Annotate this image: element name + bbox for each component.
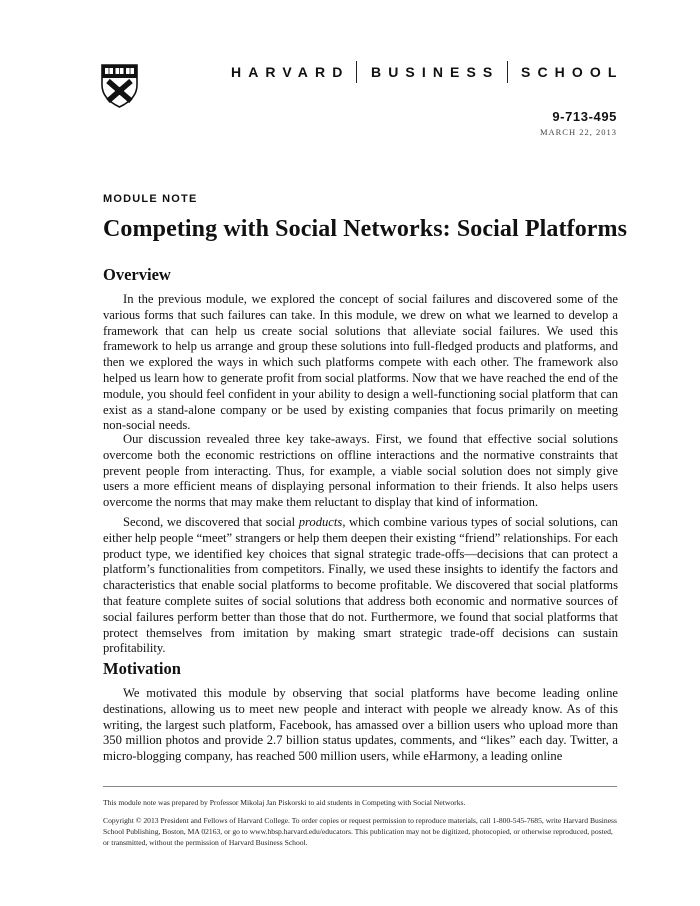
document-date: MARCH 22, 2013 <box>539 127 617 137</box>
harvard-business-school-wordmark <box>231 63 624 83</box>
wordmark-business: BUSINESS <box>371 64 500 80</box>
paragraph-text: , which combine various types of social solutions, can either help people “meet” strangers or help them deepen their existing “friend” relationships. For each product type, we identified key choices that signal strategic trade-offs—decisions that can protect a platform’s functionalities from competitors. Finally, we used these insights to identify the factors and characteristics that enable social platforms to become profitable. We discovered that social platforms that feature complete suites of social solutions that address both economic and normative sources of social failures perform better than those that do not. Furthermore, we found that social platforms that protect themselves from imitation by making smart strategic trade-off decisions can sustain profitability. <box>103 515 618 656</box>
footnote-prepared-by: This module note was prepared by Professor Mikolaj Jan Piskorski to aid students in Competing with Social Networks. <box>103 798 466 807</box>
footnote-divider <box>103 786 617 787</box>
wordmark-divider <box>507 61 508 83</box>
emphasis-products: products <box>298 515 343 529</box>
document-title: Competing with Social Networks: Social Platforms <box>103 216 628 242</box>
paragraph-overview-2: Our discussion revealed three key take-aways. First, we found that effective social solutions overcome both the economic restrictions on offline interactions and the normative constraints that prevent people from interacting. Thus, for example, a viable social solution does not simply give users a more efficient means of displaying personal information to their friends. It also helps users overcome the norms that may make them reluctant to display that kind of information. <box>103 432 618 510</box>
harvard-shield-icon <box>100 63 139 109</box>
document-type-label: MODULE NOTE <box>103 193 198 205</box>
paragraph-overview-3 <box>103 515 618 657</box>
document-number: 9-713-495 <box>552 109 617 124</box>
paragraph-motivation-1: We motivated this module by observing that social platforms have become leading online destinations, allowing us to meet new people and interact with people we already know. As of this writing, the largest such platform, Facebook, has amassed over a billion users who upload more than 350 million photos and provide 2.7 billion status updates, comments, and “likes” each day. Twitter, a micro-blogging company, has reached 500 million users, while eHarmony, a leading online <box>103 686 618 764</box>
section-heading-overview: Overview <box>103 265 171 284</box>
wordmark-school: SCHOOL <box>521 64 624 80</box>
footnote-copyright: Copyright © 2013 President and Fellows of Harvard College. To order copies or request permission to reproduce materials, call 1-800-545-7685, write Harvard Business School Publishing, Boston, MA 02163, or go to www.hbsp.harvard.edu/educators. This publication may not be digitized, photocopied, or otherwise reproduced, posted, or transmitted, without the permission of Harvard Business School. <box>103 816 617 847</box>
wordmark-divider <box>356 61 357 83</box>
section-heading-motivation: Motivation <box>103 659 181 678</box>
wordmark-harvard: HARVARD <box>231 64 350 80</box>
paragraph-overview-1: In the previous module, we explored the concept of social failures and discovered some of the various forms that such failures can take. In this module, we drew on what we learned to develop a framework that can help us create social solutions that alleviate social failures. We used this framework to help us arrange and group these solutions into full-fledged products and platforms, and then we explored the ways in which such platforms compete with each other. The framework also helped us learn how to generate profit from social platforms. Now that we have reached the end of the module, you should feel confident in your ability to design a well-functioning social platform that can exist as a stand-alone company or be used by existing companies that focus primarily on meeting non-social needs. <box>103 292 618 433</box>
paragraph-text: Second, we discovered that social <box>123 515 299 529</box>
